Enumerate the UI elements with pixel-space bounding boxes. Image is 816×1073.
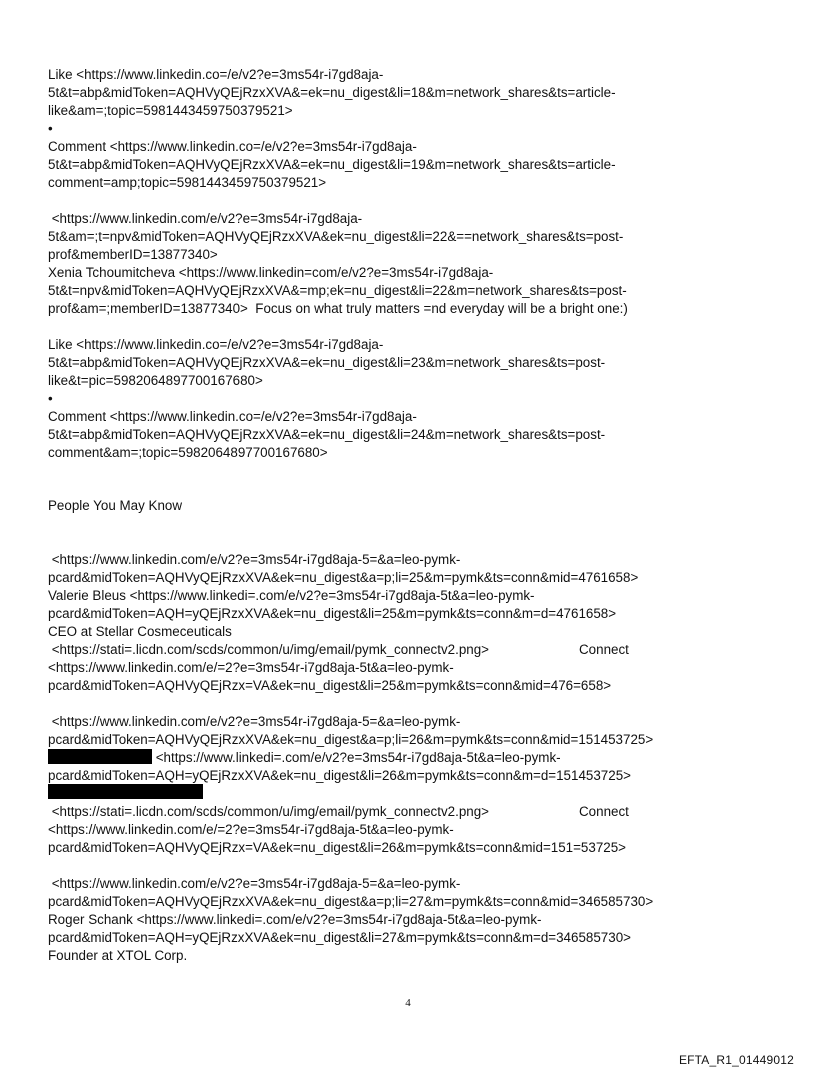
bullet: • [48,121,53,136]
text-line: 5t&t=abp&midToken=AQHVyQEjRzxXVA&=ek=nu_digest&li=18&m=network_shares&ts=article- [48,85,616,100]
connect-label: Connect [579,642,629,657]
text-line: comment&am=;topic=5982064897700167680> [48,445,328,460]
section-heading: People You May Know [48,498,183,513]
text-line: like&am=;topic=5981443459750379521> [48,103,293,118]
text-line: <https://stati=.licdn.com/scds/common/u/img/email/pymk_connectv2.png> [48,642,489,657]
text-line: CEO at Stellar Cosmeceuticals [48,624,232,639]
text-line: prof&am=;memberID=13877340> Focus on what truly matters =nd everyday will be a bright one:) [48,301,628,316]
text-line: Comment <https://www.linkedin.co=/e/v2?e=3ms54r-i7gd8aja- [48,139,417,154]
text-line: <https://stati=.licdn.com/scds/common/u/img/email/pymk_connectv2.png> [48,804,489,819]
text-line: <https://www.linkedin.com/e/v2?e=3ms54r-i7gd8aja-5=&a=leo-pymk- [48,714,461,729]
text-line: like&t=pic=5982064897700167680> [48,373,263,388]
text-line: Like <https://www.linkedin.co=/e/v2?e=3ms54r-i7gd8aja- [48,337,384,352]
document-id: EFTA_R1_01449012 [678,1053,794,1067]
bullet: • [48,391,53,406]
redaction-bar [48,749,152,764]
text-line: Like <https://www.linkedin.co=/e/v2?e=3ms54r-i7gd8aja- [48,67,384,82]
text-line: Comment <https://www.linkedin.co=/e/v2?e=3ms54r-i7gd8aja- [48,409,417,424]
text-line: <https://www.linkedin.com/e/=2?e=3ms54r-i7gd8aja-5t&a=leo-pymk- [48,822,454,837]
text-line: Founder at XTOL Corp. [48,948,188,963]
redaction-bar [48,784,203,799]
text-line: 5t&t=abp&midToken=AQHVyQEjRzxXVA&=ek=nu_digest&li=23&m=network_shares&ts=post- [48,355,606,370]
connect-label: Connect [579,804,629,819]
text-line: comment=amp;topic=5981443459750379521> [48,175,327,190]
text-line: <https://www.linkedi=.com/e/v2?e=3ms54r-i7gd8aja-5t&a=leo-pymk- [152,750,561,765]
text-line: 5t&t=npv&midToken=AQHVyQEjRzxXVA&=mp;ek=nu_digest&li=22&m=network_shares&ts=post- [48,283,627,298]
text-line: prof&memberID=13877340> [48,247,218,262]
text-line: pcard&midToken=AQHVyQEjRzx=VA&ek=nu_digest&li=26&m=pymk&ts=conn&mid=151=53725> [48,840,626,855]
text-line: <https://www.linkedin.com/e/v2?e=3ms54r-i7gd8aja-5=&a=leo-pymk- [48,876,461,891]
text-line: pcard&midToken=AQH=yQEjRzxXVA&ek=nu_digest&li=27&m=pymk&ts=conn&m=d=346585730> [48,930,631,945]
text-line: pcard&midToken=AQHVyQEjRzxXVA&ek=nu_digest&a=p;li=27&m=pymk&ts=conn&mid=346585730> [48,894,654,909]
text-line: Roger Schank <https://www.linkedi=.com/e/v2?e=3ms54r-i7gd8aja-5t&a=leo-pymk- [48,912,542,927]
text-line: 5t&am=;t=npv&midToken=AQHVyQEjRzxXVA&ek=nu_digest&li=22&==network_shares&ts=post- [48,229,624,244]
text-line: 5t&t=abp&midToken=AQHVyQEjRzxXVA&=ek=nu_digest&li=19&m=network_shares&ts=article- [48,157,616,172]
text-line: 5t&t=abp&midToken=AQHVyQEjRzxXVA&=ek=nu_digest&li=24&m=network_shares&ts=post- [48,427,606,442]
text-line: pcard&midToken=AQHVyQEjRzxXVA&ek=nu_digest&a=p;li=26&m=pymk&ts=conn&mid=151453725> [48,732,654,747]
text-line: <https://www.linkedin.com/e/=2?e=3ms54r-i7gd8aja-5t&a=leo-pymk- [48,660,454,675]
text-line: Valerie Bleus <https://www.linkedi=.com/e/v2?e=3ms54r-i7gd8aja-5t&a=leo-pymk- [48,588,535,603]
text-line: <https://www.linkedin.com/e/v2?e=3ms54r-i7gd8aja- [48,211,363,226]
text-line: pcard&midToken=AQHVyQEjRzx=VA&ek=nu_digest&li=25&m=pymk&ts=conn&mid=476=658> [48,678,612,693]
page-number: 4 [405,997,411,1009]
text-line: pcard&midToken=AQHVyQEjRzxXVA&ek=nu_digest&a=p;li=25&m=pymk&ts=conn&mid=4761658> [48,570,639,585]
text-line: pcard&midToken=AQH=yQEjRzxXVA&ek=nu_digest&li=25&m=pymk&ts=conn&m=d=4761658> [48,606,617,621]
text-line: Xenia Tchoumitcheva <https://www.linkedin=com/e/v2?e=3ms54r-i7gd8aja- [48,265,494,280]
text-line: <https://www.linkedin.com/e/v2?e=3ms54r-i7gd8aja-5=&a=leo-pymk- [48,552,461,567]
text-line: pcard&midToken=AQH=yQEjRzxXVA&ek=nu_digest&li=26&m=pymk&ts=conn&m=d=151453725> [48,768,631,783]
